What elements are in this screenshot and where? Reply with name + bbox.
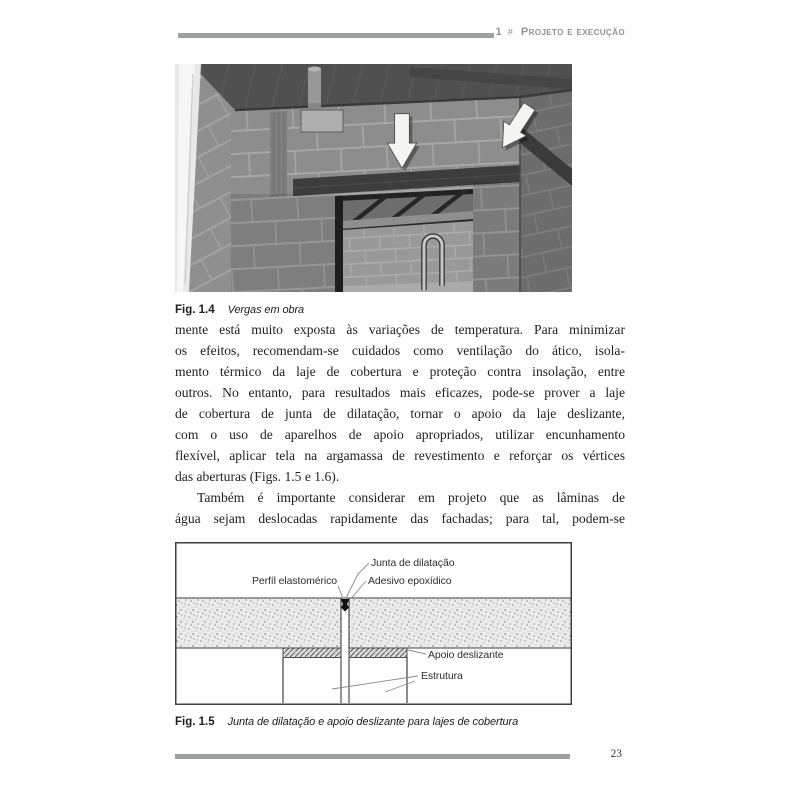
body-text-line: de cobertura de junta de dilatação, tornar o apoio da laje deslizante, — [175, 406, 625, 421]
body-text-line: os efeitos, recomendam-se cuidados como ventilação do ático, isola- — [175, 343, 625, 358]
right-pier-shade — [473, 182, 520, 292]
figure-caption-text: Junta de dilatação e apoio deslizante para lajes de cobertura — [227, 716, 519, 728]
figure-caption-text: Vergas em obra — [227, 304, 305, 316]
figure-label: Fig. 1.4 — [175, 304, 215, 316]
header-rule — [178, 33, 494, 38]
figure-label: Fig. 1.5 — [175, 716, 215, 728]
body-text-line: mento térmico da laje de cobertura e proteção contra insolação, entre — [175, 364, 625, 379]
label-junta-de-dilatacao: Junta de dilatação — [371, 557, 455, 569]
running-head — [494, 26, 625, 40]
body-text-line: com o uso de aparelhos de apoio apropriados, utilizar encunhamento — [175, 427, 625, 442]
body-text-line: Também é importante considerar em projeto que as lâminas de — [197, 490, 625, 505]
hash-separator: # — [507, 27, 513, 38]
label-apoio-deslizante: Apoio deslizante — [428, 649, 504, 661]
sliding-support-left — [283, 648, 341, 658]
concrete-column — [270, 111, 287, 197]
figure-caption-1-5 — [175, 712, 595, 728]
body-text-line: água sejam deslocadas rapidamente das fachadas; para tal, podem-se — [175, 511, 625, 526]
left-pier-shade — [231, 194, 335, 292]
concrete-slab — [177, 598, 571, 648]
body-text-line: flexível, aplicar tela na argamassa de revestimento e reforçar os vértices — [175, 448, 625, 463]
footer-rule — [175, 754, 570, 759]
label-perfil-elastomerico: Perfíl elastomérico — [251, 575, 337, 587]
body-text — [175, 319, 625, 529]
doorway-opening — [335, 189, 473, 292]
junction-box — [301, 110, 343, 132]
body-text-line: outros. No entanto, para resultados mais eficazes, pode-se prover a laje — [175, 385, 625, 400]
label-adesivo-epoxidico: Adesivo epoxídico — [368, 575, 452, 587]
sliding-support-right — [349, 648, 407, 658]
door-jamb-shadow — [335, 196, 343, 292]
chapter-title: Projeto e execução — [520, 26, 625, 38]
chapter-number: 1 — [495, 26, 502, 38]
label-estrutura: Estrutura — [421, 670, 463, 682]
body-text-line: mente está muito exposta às variações de temperatura. Para minimizar — [175, 322, 625, 337]
body-text-line: das aberturas (Figs. 1.5 e 1.6). — [175, 469, 340, 484]
back-room-wall — [343, 221, 473, 292]
technical-diagram — [175, 542, 572, 705]
page-number: 23 — [610, 748, 622, 760]
figure-caption-1-4 — [175, 300, 595, 316]
construction-photo — [175, 64, 572, 292]
